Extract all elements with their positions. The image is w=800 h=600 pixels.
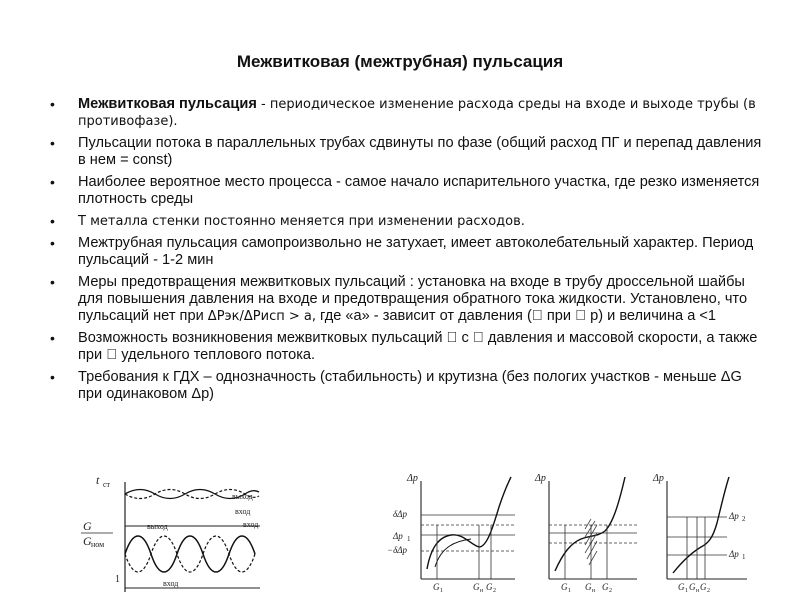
panel1-g1-sub: 1 — [440, 588, 443, 594]
bullet-list — [50, 96, 762, 408]
minus-d-dp-label: −δΔp — [387, 545, 408, 555]
panel3-dp1-sub: 1 — [742, 553, 746, 561]
g-ratio-numerator: G — [83, 519, 92, 533]
label-vkhod-top: вход — [235, 507, 251, 516]
panel1-gn-sub: н — [480, 588, 484, 594]
lower-wave-solid — [125, 536, 255, 572]
bullet-text: Наиболее вероятное место процесса - самое начало испарительного участка, где резко изменяется плотность среды — [78, 174, 760, 207]
panel3-g2: G — [700, 582, 707, 592]
bullet-requirements — [50, 369, 762, 403]
dp1-sub: 1 — [407, 535, 411, 543]
definition-text: - периодическое изменение расхода среды на входе и выходе трубы (в противофазе). — [78, 97, 756, 129]
bullet-text: Возможность возникновения межвитковых пульсаций с давления и массовой скорости, а также при удельного теплового потока. — [78, 330, 756, 363]
t-axis-label: t — [96, 473, 100, 487]
bullet-text: где «а» - зависит от давления ( при p) и величина a <1 — [315, 308, 691, 324]
panel1-gn: G — [473, 582, 480, 592]
t-symbol: T — [78, 214, 86, 229]
panel3-gn-sub: н — [696, 588, 700, 594]
panel1-lower-curve — [435, 539, 471, 567]
panel2-g2: G — [602, 582, 609, 592]
pulsation-waveform-figure — [75, 470, 275, 595]
bullet-prevention — [50, 274, 762, 325]
hydraulic-characteristics-figure — [375, 467, 775, 597]
bullet-text: Меры предотвращения межвитковых пульсаций : установка на входе в трубу дроссельной шайбы для повышения давления на входе и предотвращения обратного тока жидкости. Установлено, что пульсаций нет при — [78, 274, 748, 324]
bullet-wall-temperature — [50, 213, 762, 230]
bullet-text: металла стенки постоянно меняется при изменении расходов. — [85, 214, 525, 229]
axis-value-one: 1 — [115, 574, 120, 585]
pressure-ratio-formula: ΔРэк/ΔРисп > a, — [207, 309, 316, 324]
panel1-g2-sub: 2 — [493, 588, 496, 594]
panel3-gn: G — [689, 582, 696, 592]
panel3-characteristic-curve — [673, 477, 729, 573]
panel3-g1-sub: 1 — [685, 588, 688, 594]
panel2-characteristic-curve — [555, 477, 625, 571]
label-vkhod-right: вход — [243, 520, 259, 529]
t-axis-subscript: ст — [103, 480, 111, 489]
panel3-dp1-label: Δp — [729, 549, 739, 559]
bullet-location — [50, 174, 762, 208]
panel2-gn-sub: н — [592, 588, 596, 594]
panel3-g2-sub: 2 — [707, 588, 710, 594]
d-dp-label: δΔp — [393, 509, 407, 519]
panel2-gn: G — [585, 582, 592, 592]
dp2-sub: 2 — [742, 515, 746, 523]
bullet-text: Межтрубная пульсация самопроизвольно не затухает, имеет автоколебательный характер. Период пульсаций - 1-2 мин — [78, 235, 754, 268]
panel1-g2: G — [486, 582, 493, 592]
panel1-characteristic-curve — [427, 477, 511, 569]
bullet-self-oscillation — [50, 235, 762, 269]
panel2-g2-sub: 2 — [609, 588, 612, 594]
g-ratio-denominator: G — [83, 534, 92, 548]
label-vykhod-top: выход — [232, 492, 253, 501]
panel2-dp-label: Δp — [535, 473, 546, 484]
bullet-phase-shift — [50, 135, 762, 169]
bullet-conditions — [50, 330, 762, 364]
dp2-label: Δp — [729, 511, 739, 521]
panel1-dp-label: Δp — [407, 473, 418, 484]
bullet-text: Требования к ГДХ – однозначность (стабильность) и крутизна (без пологих участков - меньше ΔG при одинаковом Δp) — [78, 369, 742, 402]
panel3-g1: G — [678, 582, 685, 592]
panel3-dp-label: Δp — [653, 473, 664, 484]
label-vykhod-bottom: выход — [147, 522, 168, 531]
dp1-label: Δp — [393, 531, 403, 541]
term-bold: Межвитковая пульсация — [78, 96, 257, 112]
panel2-g1-sub: 1 — [568, 588, 571, 594]
bullet-text: Пульсации потока в параллельных трубах сдвинуты по фазе (общий расход ПГ и перепад давления в нем = const) — [78, 135, 762, 168]
panel2-g1: G — [561, 582, 568, 592]
label-vkhod-bottom: вход — [163, 579, 179, 588]
bullet-definition — [50, 96, 762, 130]
g-ratio-denominator-subscript: ном — [91, 540, 105, 549]
panel1-g1: G — [433, 582, 440, 592]
page-title: Межвитковая (межтрубная) пульсация — [236, 52, 564, 71]
